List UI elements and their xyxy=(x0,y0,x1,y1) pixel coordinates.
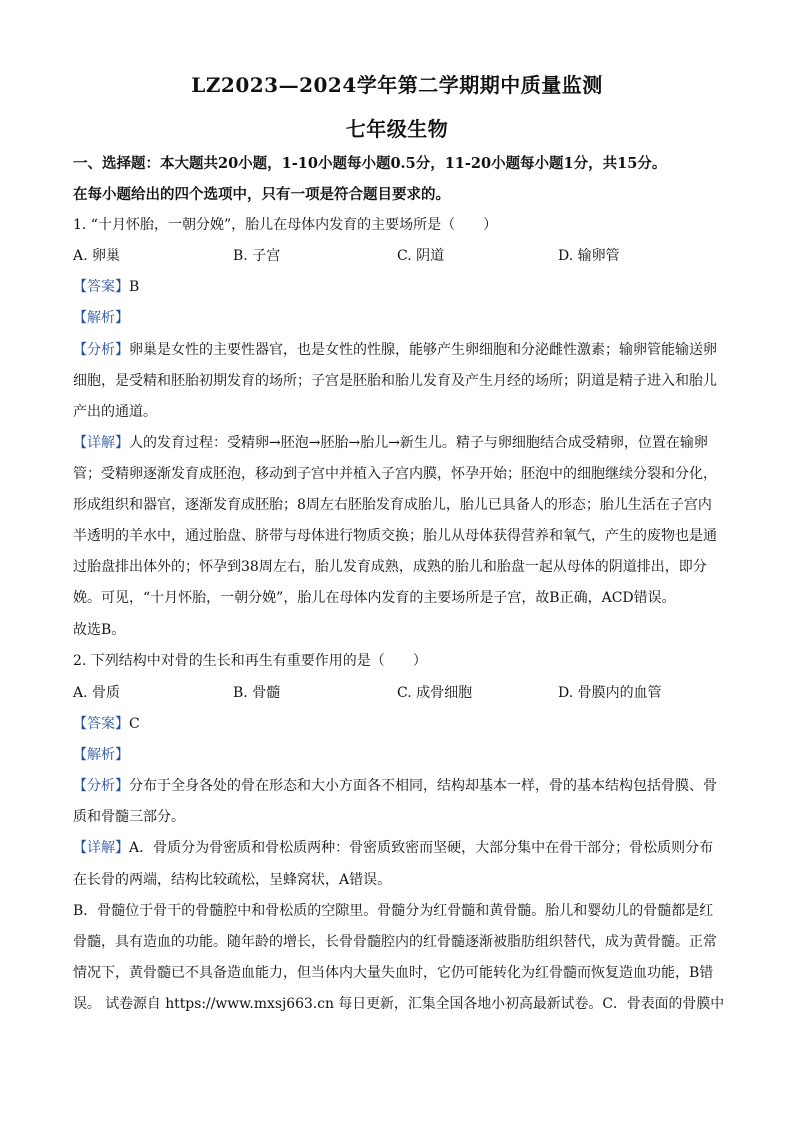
xiangjie-tag: 【详解】 xyxy=(73,840,129,856)
q2-fenxi-text: 分布于全身各处的骨在形态和大小方面各不相同，结构却基本一样，骨的基本结构包括骨膜、骨 xyxy=(129,778,717,794)
q1-xiangjie-line: 管；受精卵逐渐发育成胚泡，移动到子宫中并植入子宫内膜，怀孕开始；胚泡中的细胞继续分裂和分化， xyxy=(73,466,717,482)
q1-conclusion: 故选B。 xyxy=(73,622,126,638)
q2-xiangjie-line: 误。 试卷源自 https://www.mxsj663.cn 每日更新，汇集全国各地小初高最新试卷。C．骨表面的骨膜中 xyxy=(73,996,725,1012)
q2-xiangjie-line: 骨髓，具有造血的功能。随年龄的增长，长骨骨髓腔内的红骨髓逐渐被脂肪组织替代，成为黄骨髓。正常 xyxy=(73,934,717,950)
q1-fenxi-line: 产出的通道。 xyxy=(73,404,157,420)
q2-option-a: A. 骨质 xyxy=(73,685,121,701)
xiangjie-tag: 【详解】 xyxy=(73,435,129,451)
q2-answer xyxy=(73,713,140,733)
q2-xiangjie-line xyxy=(73,837,713,857)
q2-jiexi xyxy=(73,744,129,764)
q1-xiangjie-line: 娩。可见，“十月怀胎，一朝分娩”，胎儿在母体内发育的主要场所是子宫，故B正确，ACD错误。 xyxy=(73,590,676,606)
q1-xiangjie-line: 形成组织和器官，逐渐发育成胚胎；8周左右胚胎发育成胎儿，胎儿已具备人的形态；胎儿生活在子宫内 xyxy=(73,497,712,513)
q1-option-b: B. 子宫 xyxy=(233,248,281,264)
q1-answer xyxy=(73,276,139,296)
q1-option-d: D. 输卵管 xyxy=(558,248,620,264)
q2-xiangjie-line: B．骨髓位于骨干的骨髓腔中和骨松质的空隙里。骨髓分为红骨髓和黄骨髓。胎儿和婴幼儿的骨髓都是红 xyxy=(73,903,714,919)
q1-xiangjie-line: 半透明的羊水中，通过胎盘、脐带与母体进行物质交换；胎儿从母体获得营养和氧气，产生的废物也是通 xyxy=(73,528,717,544)
q2-option-b: B. 骨髓 xyxy=(233,685,281,701)
q1-stem-close: ） xyxy=(483,217,498,233)
answer-tag: 【答案】 xyxy=(73,716,129,732)
q1-fenxi-text: 卵巢是女性的主要性器官，也是女性的性腺，能够产生卵细胞和分泌雌性激素；输卵管能输送卵 xyxy=(129,342,717,358)
q1-xiangjie-text: 人的发育过程：受精卵→胚泡→胚胎→胎儿→新生儿。精子与卵细胞结合成受精卵，位置在输卵 xyxy=(129,435,708,451)
q2-stem-text: 2. 下列结构中对骨的生长和再生有重要作用的是（ xyxy=(73,653,385,669)
section-heading-line1: 一、选择题：本大题共20小题，1-10小题每小题0.5分，11-20小题每小题1分，共15分。 xyxy=(73,155,667,172)
q2-stem xyxy=(73,650,427,670)
q1-jiexi xyxy=(73,307,129,327)
fenxi-tag: 【分析】 xyxy=(73,342,129,358)
q1-answer-value: B xyxy=(129,279,140,295)
q2-option-d: D. 骨膜内的血管 xyxy=(558,685,662,701)
q1-xiangjie-line xyxy=(73,432,708,452)
section-heading-line2: 在每小题给出的四个选项中，只有一项是符合题目要求的。 xyxy=(73,186,450,203)
exam-subtitle: 七年级生物 xyxy=(345,117,449,141)
q2-option-c: C. 成骨细胞 xyxy=(397,685,473,701)
q2-fenxi-line: 质和骨髓三部分。 xyxy=(73,809,185,825)
q1-fenxi-line: 细胞，是受精和胚胎初期发育的场所；子宫是胚胎和胎儿发育及产生月经的场所；阴道是精子进入和胎儿 xyxy=(73,373,717,389)
q1-option-a: A. 卵巢 xyxy=(73,248,121,264)
fenxi-tag: 【分析】 xyxy=(73,778,129,794)
q2-fenxi-line xyxy=(73,775,717,795)
jiexi-tag: 【解析】 xyxy=(73,310,129,326)
exam-title: LZ2023—2024学年第二学期期中质量监测 xyxy=(191,73,603,97)
q2-xiangjie-line: 在长骨的两端，结构比较疏松，呈蜂窝状，A错误。 xyxy=(73,872,392,888)
q2-answer-value: C xyxy=(129,716,140,732)
q1-option-c: C. 阴道 xyxy=(397,248,445,264)
q1-stem-text: 1. “十月怀胎，一朝分娩”，胎儿在母体内发育的主要场所是（ xyxy=(73,217,456,233)
q1-xiangjie-line: 过胎盘排出体外的；怀孕到38周左右，胎儿发育成熟，成熟的胎儿和胎盘一起从母体的阴道排出，即分 xyxy=(73,559,707,575)
q1-stem xyxy=(73,214,497,234)
q2-xiangjie-text: A．骨质分为骨密质和骨松质两种：骨密质致密而坚硬，大部分集中在骨干部分；骨松质则分布 xyxy=(129,840,714,856)
q2-stem-close: ） xyxy=(412,653,427,669)
q1-fenxi-line xyxy=(73,339,717,359)
answer-tag: 【答案】 xyxy=(73,279,129,295)
q2-xiangjie-line: 情况下，黄骨髓已不具备造血能力，但当体内大量失血时，它仍可能转化为红骨髓而恢复造血功能，B错 xyxy=(73,965,714,981)
jiexi-tag: 【解析】 xyxy=(73,747,129,763)
